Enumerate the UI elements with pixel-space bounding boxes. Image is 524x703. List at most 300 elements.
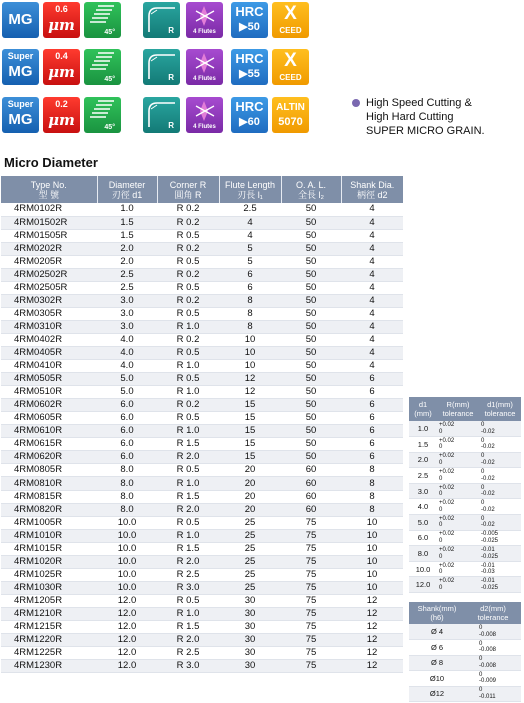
r-tolerance-cell (437, 483, 479, 499)
table-row (409, 686, 521, 702)
upper-limit: 0 (481, 515, 485, 522)
table-header-row (409, 397, 521, 421)
corner-r-cell: R 3.0 (157, 581, 219, 594)
shank-dia-cell: 12 (341, 607, 403, 620)
shank-dia-cell: 4 (341, 360, 403, 373)
diameter-cell: 1.0 (97, 203, 157, 216)
table-row (1, 503, 403, 516)
lower-limit: -0.025 (481, 584, 499, 591)
type-no-cell: 4RM0205R (1, 255, 97, 268)
corner-r-cell: R 0.2 (157, 268, 219, 281)
diameter-cell: 2.5 (97, 281, 157, 294)
table-row (1, 516, 403, 529)
type-no-cell: 4RM0810R (1, 477, 97, 490)
upper-limit: +0.02 (439, 484, 455, 491)
corner-radius-badge (143, 2, 180, 38)
d2-tolerance-cell (465, 671, 521, 687)
d2-tolerance-cell (465, 640, 521, 656)
d1-cell: 8.0 (409, 546, 437, 562)
d1-cell: 1.5 (409, 437, 437, 453)
corner-r-cell: R 0.5 (157, 281, 219, 294)
shank-dia-cell: 4 (341, 229, 403, 242)
upper-limit: +0.02 (439, 500, 455, 507)
flute-length-cell: 15 (219, 399, 281, 412)
corner-r-cell: R 0.5 (157, 229, 219, 242)
type-no-cell: 4RM1215R (1, 621, 97, 634)
d1-cell: 2.5 (409, 468, 437, 484)
corner-radius-badge (143, 49, 180, 85)
diameter-cell: 6.0 (97, 438, 157, 451)
hrc-badge (231, 2, 268, 38)
corner-r-cell: R 0.5 (157, 307, 219, 320)
bullet-icon (352, 99, 360, 107)
table-row (1, 216, 403, 229)
oal-cell: 75 (281, 621, 341, 634)
flutes-label: 4 Flutes (193, 29, 216, 35)
oal-cell: 50 (281, 307, 341, 320)
col-corner-r: Corner R 圓角 R (157, 176, 219, 203)
table-row (1, 660, 403, 673)
type-no-cell: 4RM0615R (1, 438, 97, 451)
shank-dia-cell: 10 (341, 542, 403, 555)
upper-limit: 0 (479, 687, 483, 694)
corner-r-cell: R 0.2 (157, 203, 219, 216)
table-row (1, 294, 403, 307)
oal-cell: 75 (281, 660, 341, 673)
flute-length-cell: 30 (219, 647, 281, 660)
diameter-cell: 5.0 (97, 386, 157, 399)
flute-length-cell: 8 (219, 307, 281, 320)
table-row (409, 624, 521, 640)
table-row (1, 647, 403, 660)
d1-tolerance-cell (479, 468, 521, 484)
hrc-label: HRC (235, 51, 264, 66)
corner-r-cell: R 2.0 (157, 451, 219, 464)
flute-length-cell: 12 (219, 386, 281, 399)
shank-dia-cell: 6 (341, 425, 403, 438)
corner-radius-label: R (168, 73, 174, 82)
table-row (1, 399, 403, 412)
r-tolerance-cell (437, 452, 479, 468)
shank-dia-cell: 6 (341, 412, 403, 425)
hrc-badge (231, 49, 268, 85)
shank-dia-cell: 6 (341, 399, 403, 412)
oal-cell: 60 (281, 477, 341, 490)
table-header-row (409, 602, 521, 624)
diameter-cell: 2.0 (97, 255, 157, 268)
lower-limit: 0 (439, 553, 443, 560)
coating-badge (272, 97, 309, 133)
oal-cell: 75 (281, 568, 341, 581)
flute-length-cell: 20 (219, 490, 281, 503)
table-row (409, 671, 521, 687)
d2-tolerance-cell (465, 686, 521, 702)
lower-limit: -0.008 (479, 647, 497, 654)
type-no-cell: 4RM0410R (1, 360, 97, 373)
corner-r-cell: R 0.5 (157, 516, 219, 529)
type-no-cell: 4RM0620R (1, 451, 97, 464)
grain-badge (2, 2, 39, 38)
diameter-cell: 3.0 (97, 307, 157, 320)
oal-cell: 50 (281, 242, 341, 255)
type-no-cell: 4RM1210R (1, 607, 97, 620)
flute-length-cell: 12 (219, 373, 281, 386)
table-row (1, 581, 403, 594)
d1-cell: 3.0 (409, 483, 437, 499)
table-row (409, 452, 521, 468)
flute-length-cell: 4 (219, 229, 281, 242)
table-row (1, 490, 403, 503)
helix-angle-badge (84, 97, 121, 133)
diameter-cell: 5.0 (97, 373, 157, 386)
grain-top-label: Super (7, 51, 34, 61)
flute-length-cell: 5 (219, 255, 281, 268)
type-no-cell: 4RM1005R (1, 516, 97, 529)
feature-line-3: SUPER MICRO GRAIN. (366, 125, 485, 137)
micron-value: 0.4 (55, 51, 68, 61)
shank-dia-cell: 4 (341, 216, 403, 229)
upper-limit: 0 (481, 484, 485, 491)
shank-dia-cell: 10 (341, 529, 403, 542)
shank-size-cell: Ø 4 (409, 624, 465, 640)
corner-radius-badge (143, 97, 180, 133)
hrc-value: ▶60 (239, 116, 260, 128)
diameter-cell: 1.5 (97, 216, 157, 229)
flutes-label: 4 Flutes (193, 76, 216, 82)
corner-r-cell: R 1.0 (157, 607, 219, 620)
table-row (409, 577, 521, 593)
d1-tolerance-cell (479, 530, 521, 546)
lower-limit: -0.009 (479, 678, 497, 685)
table-header-row (1, 176, 403, 203)
grain-main-label: MG (8, 111, 33, 128)
shank-dia-cell: 4 (341, 255, 403, 268)
diameter-cell: 8.0 (97, 490, 157, 503)
corner-r-cell: R 1.5 (157, 490, 219, 503)
table-row (1, 634, 403, 647)
d1-cell: 5.0 (409, 515, 437, 531)
upper-limit: +0.02 (439, 562, 455, 569)
diameter-cell: 3.0 (97, 294, 157, 307)
diameter-cell: 10.0 (97, 581, 157, 594)
diameter-cell: 4.0 (97, 347, 157, 360)
flute-length-cell: 8 (219, 320, 281, 333)
coating-name: CEED (279, 73, 302, 82)
shank-size-cell: Ø10 (409, 671, 465, 687)
flute-length-cell: 6 (219, 268, 281, 281)
corner-radius-label: R (168, 26, 174, 35)
table-row (409, 483, 521, 499)
corner-r-cell: R 0.5 (157, 347, 219, 360)
shank-dia-cell: 4 (341, 307, 403, 320)
coating-badge (272, 49, 309, 85)
oal-cell: 50 (281, 373, 341, 386)
oal-cell: 75 (281, 607, 341, 620)
flute-length-cell: 25 (219, 568, 281, 581)
corner-r-cell: R 1.0 (157, 425, 219, 438)
shank-dia-cell: 8 (341, 503, 403, 516)
type-no-cell: 4RM0310R (1, 320, 97, 333)
flute-length-cell: 20 (219, 503, 281, 516)
upper-limit: 0 (479, 625, 483, 631)
micron-value: 0.6 (55, 4, 68, 14)
type-no-cell: 4RM0102R (1, 203, 97, 216)
flute-length-cell: 25 (219, 542, 281, 555)
d2-tolerance-cell (465, 655, 521, 671)
table-row (409, 421, 521, 437)
shank-dia-cell: 8 (341, 490, 403, 503)
table-row (1, 607, 403, 620)
upper-limit: 0 (481, 469, 485, 476)
oal-cell: 50 (281, 360, 341, 373)
type-no-cell: 4RM0820R (1, 503, 97, 516)
diameter-cell: 12.0 (97, 647, 157, 660)
type-no-cell: 4RM0815R (1, 490, 97, 503)
shank-dia-cell: 4 (341, 281, 403, 294)
table-row (1, 529, 403, 542)
lower-limit: -0.03 (481, 569, 495, 576)
table-row (1, 464, 403, 477)
shank-size-cell: Ø12 (409, 686, 465, 702)
upper-limit: +0.02 (439, 547, 455, 554)
corner-radius-icon (143, 49, 180, 85)
diameter-cell: 12.0 (97, 634, 157, 647)
shank-dia-cell: 6 (341, 386, 403, 399)
d1-cell: 4.0 (409, 499, 437, 515)
table-row (1, 373, 403, 386)
flute-length-cell: 20 (219, 477, 281, 490)
table-row (1, 412, 403, 425)
oal-cell: 50 (281, 294, 341, 307)
diameter-cell: 2.5 (97, 268, 157, 281)
diameter-cell: 6.0 (97, 451, 157, 464)
micron-unit: μm (48, 111, 75, 129)
upper-limit: -0.01 (481, 562, 495, 569)
flute-length-cell: 30 (219, 621, 281, 634)
lower-limit: 0 (439, 584, 443, 591)
diameter-cell: 8.0 (97, 503, 157, 516)
table-row (1, 360, 403, 373)
oal-cell: 60 (281, 503, 341, 516)
helix-angle-label: 45° (104, 124, 115, 131)
oal-cell: 60 (281, 490, 341, 503)
col-shank: Shank(mm) (h6) (409, 602, 465, 624)
corner-r-cell: R 0.5 (157, 412, 219, 425)
helix-angle-label: 45° (104, 29, 115, 36)
helix-angle-badge (84, 49, 121, 85)
diameter-cell: 3.0 (97, 320, 157, 333)
oal-cell: 50 (281, 229, 341, 242)
table-row (409, 468, 521, 484)
oal-cell: 50 (281, 281, 341, 294)
type-no-cell: 4RM1025R (1, 568, 97, 581)
table-row (409, 655, 521, 671)
shank-dia-cell: 6 (341, 451, 403, 464)
flute-length-cell: 30 (219, 634, 281, 647)
lower-limit: -0.02 (481, 459, 495, 466)
oal-cell: 75 (281, 555, 341, 568)
corner-r-cell: R 0.2 (157, 294, 219, 307)
type-no-cell: 4RM1020R (1, 555, 97, 568)
corner-r-cell: R 2.5 (157, 568, 219, 581)
d1-tolerance-cell (479, 561, 521, 577)
oal-cell: 75 (281, 594, 341, 607)
r-tolerance-cell (437, 530, 479, 546)
lower-limit: 0 (439, 522, 443, 529)
micron-badge (43, 2, 80, 38)
grain-badge (2, 97, 39, 133)
d1-tolerance-cell (479, 515, 521, 531)
upper-limit: +0.02 (439, 453, 455, 460)
flute-length-cell: 10 (219, 347, 281, 360)
corner-r-cell: R 1.0 (157, 529, 219, 542)
corner-r-cell: R 3.0 (157, 660, 219, 673)
diameter-cell: 10.0 (97, 529, 157, 542)
corner-r-cell: R 2.5 (157, 647, 219, 660)
d1-cell: 10.0 (409, 561, 437, 577)
shank-dia-cell: 4 (341, 203, 403, 216)
col-oal: O. A. L. 全長 l₂ (281, 176, 341, 203)
flutes-badge (186, 97, 223, 133)
oal-cell: 60 (281, 464, 341, 477)
flutes-label: 4 Flutes (193, 124, 216, 130)
r-tolerance-cell (437, 437, 479, 453)
table-row (1, 477, 403, 490)
diameter-cell: 10.0 (97, 555, 157, 568)
micron-unit: μm (48, 63, 75, 81)
r-tolerance-cell (437, 421, 479, 437)
flute-length-cell: 10 (219, 333, 281, 346)
upper-limit: 0 (479, 640, 483, 647)
lower-limit: 0 (439, 459, 443, 466)
shank-dia-cell: 8 (341, 464, 403, 477)
lower-limit: -0.008 (479, 631, 497, 638)
oal-cell: 75 (281, 647, 341, 660)
oal-cell: 50 (281, 268, 341, 281)
table-row (1, 451, 403, 464)
corner-r-cell: R 2.0 (157, 634, 219, 647)
diameter-cell: 6.0 (97, 425, 157, 438)
table-row (1, 255, 403, 268)
flute-length-cell: 25 (219, 555, 281, 568)
lower-limit: -0.02 (481, 491, 495, 498)
type-no-cell: 4RM1030R (1, 581, 97, 594)
d1-tolerance-cell (479, 577, 521, 593)
table-row (1, 320, 403, 333)
corner-r-cell: R 0.5 (157, 255, 219, 268)
shank-dia-cell: 4 (341, 242, 403, 255)
diameter-cell: 2.0 (97, 242, 157, 255)
upper-limit: +0.02 (439, 578, 455, 585)
col-d2-tolerance: d2(mm) tolerance (465, 602, 521, 624)
table-row (409, 530, 521, 546)
shank-dia-cell: 4 (341, 268, 403, 281)
diameter-cell: 4.0 (97, 360, 157, 373)
type-no-cell: 4RM1220R (1, 634, 97, 647)
type-no-cell: 4RM0305R (1, 307, 97, 320)
type-no-cell: 4RM0610R (1, 425, 97, 438)
upper-limit: 0 (479, 671, 483, 678)
table-row (409, 437, 521, 453)
flute-length-cell: 15 (219, 438, 281, 451)
d1-cell: 12.0 (409, 577, 437, 593)
r-tolerance-cell (437, 561, 479, 577)
hrc-label: HRC (235, 99, 264, 114)
lower-limit: -0.02 (481, 506, 495, 513)
diameter-cell: 4.0 (97, 333, 157, 346)
r-tolerance-cell (437, 499, 479, 515)
table-row (1, 307, 403, 320)
upper-limit: -0.005 (481, 531, 499, 538)
shank-tolerance-table (409, 602, 521, 702)
shank-dia-cell: 4 (341, 294, 403, 307)
corner-r-cell: R 1.0 (157, 386, 219, 399)
oal-cell: 75 (281, 516, 341, 529)
corner-radius-icon (143, 2, 180, 38)
diameter-cell: 10.0 (97, 516, 157, 529)
col-d1: d1 (mm) (409, 397, 437, 421)
corner-radius-icon (143, 97, 180, 133)
col-diameter: Diameter 刃徑 d1 (97, 176, 157, 203)
table-row (1, 568, 403, 581)
corner-r-cell: R 1.5 (157, 621, 219, 634)
col-r-tolerance: R(mm) tolerance (437, 397, 479, 421)
type-no-cell: 4RM1015R (1, 542, 97, 555)
corner-r-cell: R 0.5 (157, 373, 219, 386)
micron-badge (43, 49, 80, 85)
flute-length-cell: 25 (219, 516, 281, 529)
table-row (409, 640, 521, 656)
flute-length-cell: 8 (219, 294, 281, 307)
flute-length-cell: 30 (219, 607, 281, 620)
type-no-cell: 4RM0202R (1, 242, 97, 255)
r-tolerance-cell (437, 468, 479, 484)
table-row (1, 203, 403, 216)
d1-tolerance-cell (479, 421, 521, 437)
upper-limit: -0.01 (481, 578, 495, 585)
diameter-cell: 6.0 (97, 412, 157, 425)
shank-dia-cell: 10 (341, 516, 403, 529)
corner-r-cell: R 0.5 (157, 464, 219, 477)
lower-limit: -0.02 (481, 475, 495, 482)
shank-dia-cell: 12 (341, 660, 403, 673)
grain-main-label: MG (8, 11, 33, 28)
shank-dia-cell: 12 (341, 634, 403, 647)
corner-r-cell: R 2.0 (157, 503, 219, 516)
lower-limit: 0 (439, 428, 443, 435)
type-no-cell: 4RM0505R (1, 373, 97, 386)
diameter-cell: 6.0 (97, 399, 157, 412)
shank-dia-cell: 10 (341, 581, 403, 594)
type-no-cell: 4RM0302R (1, 294, 97, 307)
diameter-cell: 8.0 (97, 464, 157, 477)
product-table (1, 176, 403, 673)
col-flute-length: Flute Length 刃長 l₁ (219, 176, 281, 203)
shank-dia-cell: 10 (341, 555, 403, 568)
grain-badge (2, 49, 39, 85)
oal-cell: 50 (281, 203, 341, 216)
grain-main-label: MG (8, 63, 33, 80)
lower-limit: -0.025 (481, 537, 499, 544)
d2-tolerance-cell (465, 624, 521, 640)
flute-length-cell: 25 (219, 581, 281, 594)
lower-limit: 0 (439, 491, 443, 498)
r-tolerance-cell (437, 577, 479, 593)
table-row (1, 425, 403, 438)
flute-length-cell: 5 (219, 242, 281, 255)
flute-length-cell: 15 (219, 412, 281, 425)
d1-cell: 2.0 (409, 452, 437, 468)
